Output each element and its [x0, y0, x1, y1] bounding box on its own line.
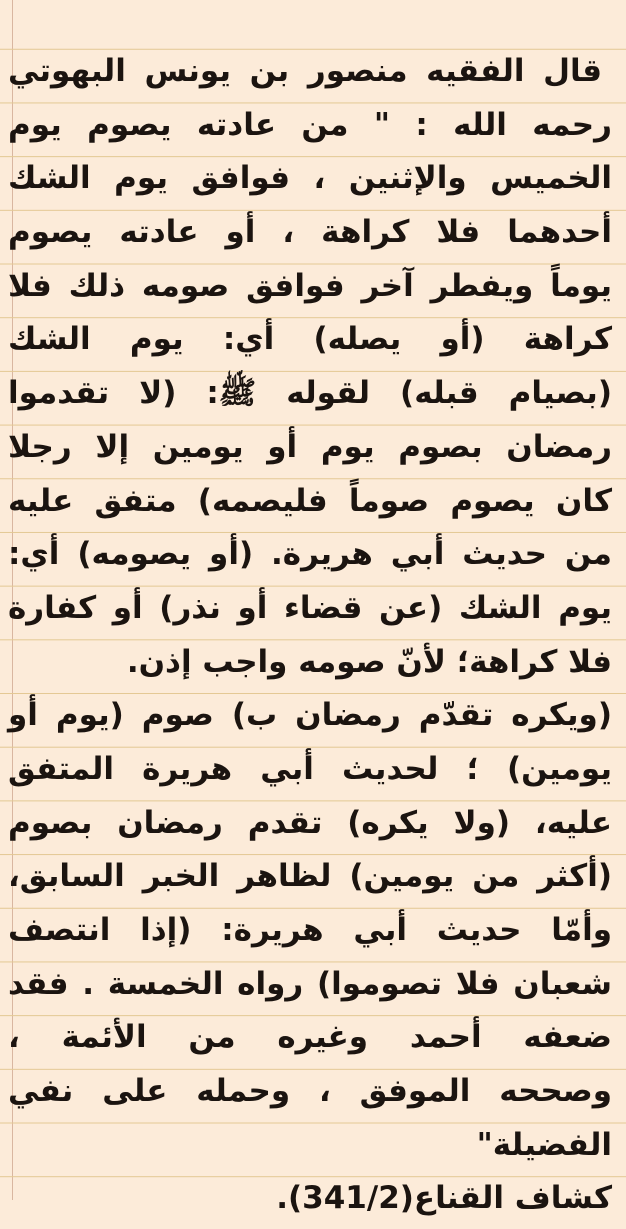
text-line: كان يصوم صوماً فليصمه) متفق عليه [8, 482, 612, 519]
text-line: يوماً ويفطر آخر فوافق صومه ذلك فلا [8, 267, 612, 304]
quote-text [0, 48, 626, 1229]
text-line: رحمه الله : " من عادته يصوم يوم [8, 106, 612, 143]
text-line: الخميس والإثنين ، فوافق يوم الشك [8, 160, 612, 197]
text-line: وصححه الموفق ، وحمله على نفي [8, 1073, 612, 1110]
text-line: قال الفقيه منصور بن يونس البهوتي [8, 53, 602, 89]
text-line: (بصيام قبله) لقوله ﷺ: (لا تقدموا [8, 375, 612, 412]
text-line: (أكثر من يومين) لظاهر الخبر السابق، [8, 858, 612, 895]
text-line: يومين) ؛ لحديث أبي هريرة المتفق [8, 750, 612, 787]
text-line: يوم الشك (عن قضاء أو نذر) أو كفارة [8, 589, 612, 626]
text-line: كراهة (أو يصله) أي: يوم الشك [8, 321, 612, 358]
text-line: فلا كراهة؛ لأنّ صومه واجب إذن. [126, 643, 612, 680]
text-line: الفضيلة" [476, 1126, 612, 1163]
text-line: عليه، (ولا يكره) تقدم رمضان بصوم [8, 804, 612, 841]
text-line: ضعفه أحمد وغيره من الأئمة ، [8, 1019, 612, 1056]
text-line: شعبان فلا تصوموا) رواه الخمسة . فقد [8, 965, 612, 1002]
text-line: وأمّا حديث أبي هريرة: (إذا انتصف [8, 912, 612, 948]
text-line: (ويكره تقدّم رمضان ب) صوم (يوم أو [8, 697, 612, 734]
text-line: من حديث أبي هريرة. (أو يصومه) أي: [8, 536, 612, 573]
source-citation: كشاف القناع(341/2). [276, 1180, 612, 1217]
text-line: أحدهما فلا كراهة ، أو عادته يصوم [8, 214, 612, 251]
text-line: رمضان بصوم يوم أو يومين إلا رجلا [8, 428, 612, 465]
